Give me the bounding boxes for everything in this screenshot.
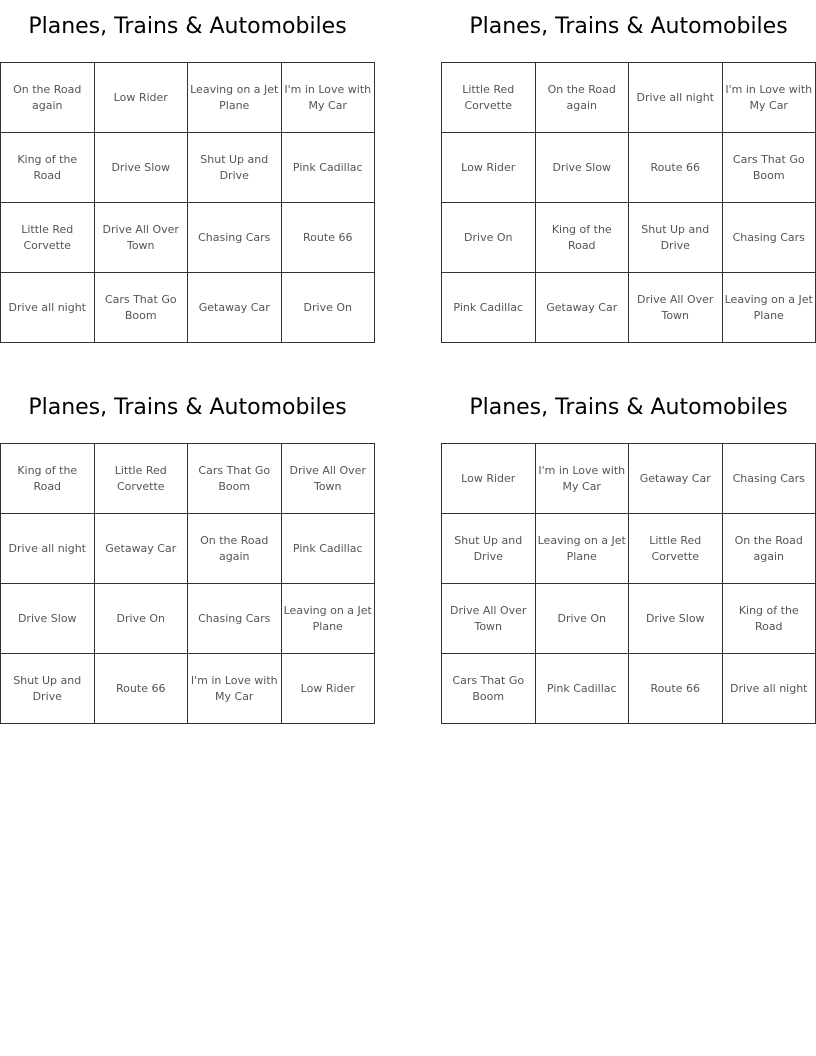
bingo-cell: Low Rider xyxy=(281,654,375,724)
grid-row xyxy=(442,203,816,273)
bingo-cell: Pink Cadillac xyxy=(281,133,375,203)
grid-row xyxy=(1,584,375,654)
bingo-cell: I'm in Love with My Car xyxy=(281,63,375,133)
grid-row xyxy=(1,654,375,724)
bingo-grid xyxy=(0,443,375,724)
bingo-cell: Cars That Go Boom xyxy=(94,273,188,343)
bingo-cell: Pink Cadillac xyxy=(535,654,629,724)
bingo-cell: On the Road again xyxy=(722,514,816,584)
grid-row xyxy=(1,444,375,514)
bingo-cell: Leaving on a Jet Plane xyxy=(722,273,816,343)
bingo-cell: Drive All Over Town xyxy=(94,203,188,273)
bingo-cell: Low Rider xyxy=(442,133,536,203)
bingo-cell: Leaving on a Jet Plane xyxy=(281,584,375,654)
bingo-cell: I'm in Love with My Car xyxy=(188,654,282,724)
bingo-cell: I'm in Love with My Car xyxy=(535,444,629,514)
card-title: Planes, Trains & Automobiles xyxy=(28,395,347,420)
bingo-cell: Drive Slow xyxy=(535,133,629,203)
bingo-cell: Drive all night xyxy=(1,514,95,584)
bingo-cell: Little Red Corvette xyxy=(442,63,536,133)
bingo-cell: Route 66 xyxy=(629,133,723,203)
bingo-cell: Pink Cadillac xyxy=(442,273,536,343)
grid-row xyxy=(1,133,375,203)
bingo-cell: King of the Road xyxy=(722,584,816,654)
grid-row xyxy=(1,514,375,584)
bingo-cell: I'm in Love with My Car xyxy=(722,63,816,133)
bingo-grid xyxy=(0,62,375,343)
bingo-cell: Drive On xyxy=(281,273,375,343)
bingo-cell: On the Road again xyxy=(535,63,629,133)
bingo-cell: Cars That Go Boom xyxy=(442,654,536,724)
bingo-cell: Leaving on a Jet Plane xyxy=(535,514,629,584)
bingo-cell: Little Red Corvette xyxy=(94,444,188,514)
bingo-cell: Getaway Car xyxy=(188,273,282,343)
bingo-cell: Chasing Cars xyxy=(722,444,816,514)
bingo-cell: Chasing Cars xyxy=(188,203,282,273)
bingo-cell: Drive On xyxy=(442,203,536,273)
bingo-cell: Drive All Over Town xyxy=(442,584,536,654)
bingo-cell: Getaway Car xyxy=(629,444,723,514)
grid-row xyxy=(1,203,375,273)
bingo-cell: Route 66 xyxy=(281,203,375,273)
bingo-cell: Drive On xyxy=(535,584,629,654)
bingo-cell: Drive all night xyxy=(629,63,723,133)
bingo-cell: Chasing Cars xyxy=(188,584,282,654)
bingo-cell: Shut Up and Drive xyxy=(629,203,723,273)
bingo-cell: King of the Road xyxy=(535,203,629,273)
bingo-cell: Drive all night xyxy=(1,273,95,343)
bingo-cell: Drive Slow xyxy=(1,584,95,654)
bingo-cell: Drive Slow xyxy=(629,584,723,654)
grid-row xyxy=(442,584,816,654)
card-title: Planes, Trains & Automobiles xyxy=(469,395,788,420)
bingo-grid xyxy=(441,443,816,724)
bingo-cell: Little Red Corvette xyxy=(629,514,723,584)
bingo-cell: Low Rider xyxy=(94,63,188,133)
grid-row xyxy=(442,273,816,343)
card-title: Planes, Trains & Automobiles xyxy=(28,14,347,39)
grid-row xyxy=(442,444,816,514)
bingo-cell: King of the Road xyxy=(1,133,95,203)
bingo-cell: Cars That Go Boom xyxy=(722,133,816,203)
bingo-cell: Shut Up and Drive xyxy=(442,514,536,584)
bingo-cell: Cars That Go Boom xyxy=(188,444,282,514)
grid-row xyxy=(442,514,816,584)
bingo-cell: Drive Slow xyxy=(94,133,188,203)
grid-row xyxy=(1,63,375,133)
bingo-cell: Route 66 xyxy=(94,654,188,724)
bingo-cell: King of the Road xyxy=(1,444,95,514)
grid-row xyxy=(442,133,816,203)
bingo-cell: Getaway Car xyxy=(535,273,629,343)
bingo-cell: Shut Up and Drive xyxy=(188,133,282,203)
bingo-cell: Route 66 xyxy=(629,654,723,724)
bingo-cell: Drive all night xyxy=(722,654,816,724)
bingo-cell: Drive On xyxy=(94,584,188,654)
bingo-cell: Chasing Cars xyxy=(722,203,816,273)
bingo-grid xyxy=(441,62,816,343)
card-title: Planes, Trains & Automobiles xyxy=(469,14,788,39)
bingo-cell: Getaway Car xyxy=(94,514,188,584)
bingo-cell: On the Road again xyxy=(1,63,95,133)
bingo-cell: On the Road again xyxy=(188,514,282,584)
bingo-cell: Shut Up and Drive xyxy=(1,654,95,724)
bingo-cell: Drive All Over Town xyxy=(629,273,723,343)
bingo-cell: Drive All Over Town xyxy=(281,444,375,514)
bingo-cell: Pink Cadillac xyxy=(281,514,375,584)
bingo-cell: Low Rider xyxy=(442,444,536,514)
grid-row xyxy=(442,63,816,133)
grid-row xyxy=(442,654,816,724)
bingo-cell: Little Red Corvette xyxy=(1,203,95,273)
bingo-cell: Leaving on a Jet Plane xyxy=(188,63,282,133)
grid-row xyxy=(1,273,375,343)
